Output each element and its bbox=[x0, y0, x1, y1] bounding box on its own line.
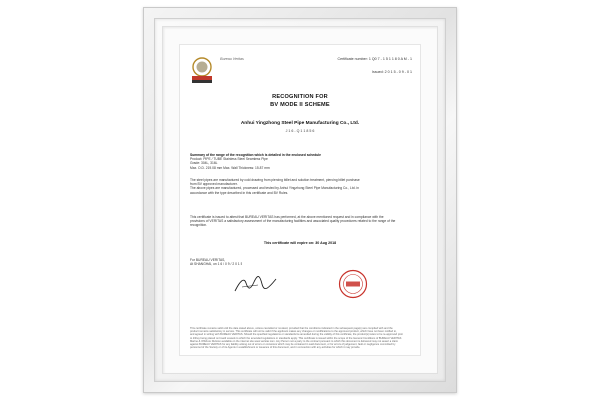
scope-section bbox=[190, 153, 410, 170]
certificate-title-line-2: BV MODE II SCHEME bbox=[270, 102, 330, 108]
frame-mat bbox=[162, 26, 438, 374]
manufacturing-line: The steel pipes are manufactured by cold drawing from piercing billet and solution treatment, piercing billet purchase bbox=[190, 178, 360, 182]
manufacturing-section bbox=[190, 178, 410, 195]
terms-line: to it/they being placed on board vessels to which the amended regulations or standards apply. This certificate is issued within the scope of the General Conditions of BUREAU VERITAS bbox=[190, 336, 402, 340]
company-number: J 1 6 - Q 1 1 8 5 6 bbox=[285, 129, 315, 133]
manufacturing-line: accordance with the type described in this certificate and BV Rules. bbox=[190, 190, 289, 195]
issued-by-line: At SHANGHAI, on 1 6 / 0 9 / 2 0 1 5 bbox=[190, 262, 243, 267]
certificate-document bbox=[179, 44, 421, 356]
certificate-title-line-1: RECOGNITION FOR bbox=[272, 94, 328, 100]
scope-line: Product: PIPE / TUBE Stainless Steel Seamless Pipe bbox=[190, 157, 268, 162]
validity-line: provisions of VERITAS a satisfactory assessment of the manufacturing facilities and associated quality procedures related to the range of the bbox=[190, 219, 396, 224]
manufacturing-line: from BV approved manufacturer. bbox=[190, 182, 238, 187]
bureau-veritas-logo bbox=[190, 57, 214, 85]
terms-line: Marine & Offshore Division available on the internet site www.veristar.com. Any Person not a party to the contract pursuant to which this document is delivered may not assert a claim bbox=[190, 339, 398, 343]
scope-heading: Summary of the range of the recognition which is detailed in the enclosed schedule bbox=[190, 153, 321, 157]
scope-line: Grade: 304L, 316L bbox=[190, 161, 218, 166]
company-name: Anhui Yingzhong Steel Pipe Manufacturing Co., Ltd. bbox=[240, 121, 360, 126]
frame-molding bbox=[154, 18, 446, 382]
certificate-frame bbox=[143, 7, 457, 393]
validity-section bbox=[190, 215, 410, 228]
scope-line: Max. O.D. 219.08 mm Max. Wall Thickness: 15.87 mm bbox=[190, 165, 270, 170]
terms-footer bbox=[190, 327, 410, 349]
expiry-note: This certificate will expire on: 30 Aug 2018 bbox=[263, 241, 337, 245]
validity-line: recognition. bbox=[190, 223, 208, 228]
terms-line: personnel of the Society or of its Agents in establishment or issuance of this document, and in connection with any activities for which it may provide. bbox=[190, 346, 361, 350]
terms-line: This certificate remains valid until the date stated above, unless cancelled or revoked, provided that the conditions indicated in the subsequent page(s) are complied with and the bbox=[190, 327, 393, 330]
terms-line: against BUREAU VERITAS for any liability arising out of errors or omissions which may be contained in said document, or for errors of judgement, fault or negligence committed by bbox=[190, 343, 396, 347]
signature bbox=[232, 273, 280, 295]
issued-by-line: For BUREAU VERITAS, bbox=[190, 258, 226, 262]
terms-line: product remains satisfactory in service. This certificate will not be valid if the applicant makes any changes or modifications to the approved product, which have not been notified to, bbox=[190, 330, 397, 334]
validity-line: This certificate is issued to attest that BUREAU VERITAS has performed, at the above mentioned request and in compliance with the bbox=[190, 215, 384, 219]
terms-line: and agreed in writing with BUREAU VERITAS. Should the specified regulations or standards be amended during the validity of this certificate, the product(s) is/are to be re-approved prior bbox=[190, 333, 404, 337]
certificate-number: Certificate number: 1 Q0 7 - 1 5 1 1 8 0 A M - 1 bbox=[337, 57, 412, 61]
bureau-veritas-stamp bbox=[338, 269, 368, 299]
logo-caption: Bureau Veritas bbox=[220, 57, 244, 61]
issued-by bbox=[190, 258, 242, 266]
manufacturing-line: The above pipes are manufactured, processed and tested by Anhui Yingzhong Steel Pipe Manufacturing Co., Ltd. in bbox=[190, 186, 359, 191]
issue-date: Issued: 2 0 1 5 - 0 9 - 0 1 bbox=[372, 70, 412, 74]
